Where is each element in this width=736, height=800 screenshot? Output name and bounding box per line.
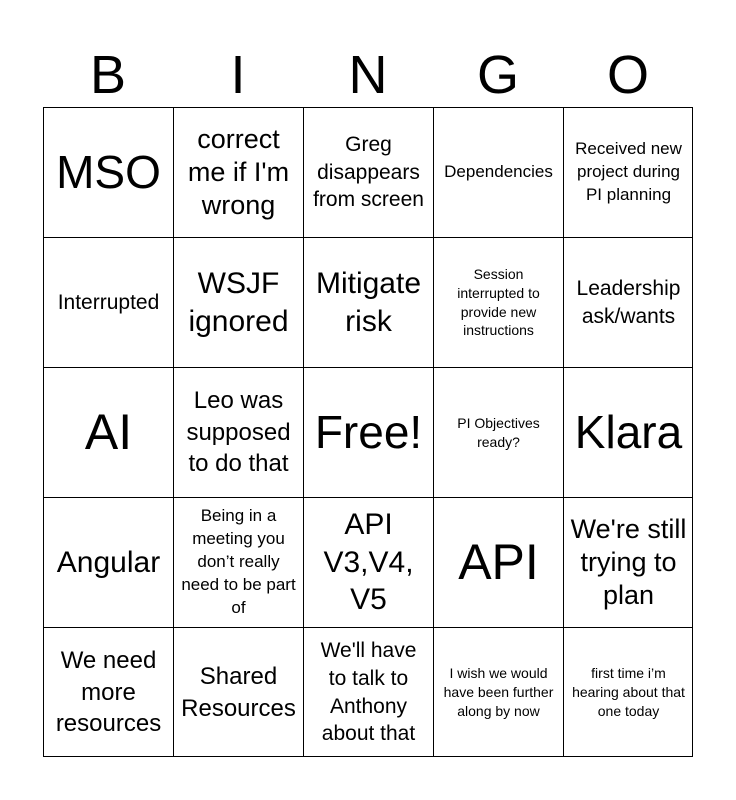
bingo-cell[interactable] <box>303 627 433 757</box>
free-space-cell[interactable] <box>303 367 433 497</box>
cell-text: MSO <box>56 146 161 199</box>
bingo-cell[interactable] <box>43 107 173 237</box>
cell-text: Interrupted <box>57 290 160 314</box>
bingo-cell[interactable] <box>563 497 693 627</box>
bingo-cell[interactable] <box>433 367 563 497</box>
header-letter-g: G <box>476 45 519 105</box>
cell-text: API <box>458 534 539 590</box>
bingo-cell[interactable] <box>563 627 693 757</box>
cell-text: Klara <box>574 406 683 459</box>
bingo-cell[interactable] <box>563 237 693 367</box>
bingo-cell[interactable] <box>173 627 303 757</box>
bingo-cell[interactable] <box>43 367 173 497</box>
cell-text: Leadership ask/wants <box>576 276 681 328</box>
bingo-header <box>43 44 693 106</box>
bingo-cell[interactable] <box>563 367 693 497</box>
bingo-cell[interactable] <box>173 107 303 237</box>
bingo-cell[interactable] <box>433 237 563 367</box>
bingo-cell[interactable] <box>433 107 563 237</box>
cell-text: We're still trying to plan <box>570 513 687 611</box>
header-letter-i: I <box>230 45 246 105</box>
cell-text: Angular <box>56 545 161 579</box>
cell-text: API V3,V4, V5 <box>323 508 414 617</box>
cell-text: Greg disappears from screen <box>313 132 424 212</box>
cell-text: Session interrupted to provide new instructions <box>457 265 540 339</box>
header-letter-o: O <box>606 45 649 105</box>
cell-text: I wish we would have been further along by now <box>443 665 554 719</box>
cell-text: Dependencies <box>444 162 553 182</box>
cell-text: Shared Resources <box>181 662 296 722</box>
bingo-cell[interactable] <box>173 497 303 627</box>
bingo-cell[interactable] <box>433 497 563 627</box>
bingo-cell[interactable] <box>43 237 173 367</box>
bingo-card-grid <box>43 107 693 757</box>
cell-text: first time i’m hearing about that one today <box>572 665 685 719</box>
bingo-cell[interactable] <box>173 237 303 367</box>
cell-text: correct me if I'm wrong <box>187 123 290 221</box>
bingo-cell[interactable] <box>43 497 173 627</box>
cell-text: PI Objectives ready? <box>457 414 540 450</box>
cell-text: We need more resources <box>55 646 162 738</box>
bingo-cell[interactable] <box>433 627 563 757</box>
cell-text: Received new project during PI planning <box>575 139 682 204</box>
cell-text: Being in a meeting you don’t really need to be part of <box>181 506 296 617</box>
bingo-cell[interactable] <box>303 107 433 237</box>
bingo-cell[interactable] <box>563 107 693 237</box>
cell-text: Free! <box>314 406 423 459</box>
bingo-cell[interactable] <box>173 367 303 497</box>
bingo-cell[interactable] <box>303 497 433 627</box>
header-letter-b: B <box>89 45 127 105</box>
cell-text: We'll have to talk to Anthony about that <box>320 639 417 746</box>
header-letter-n: N <box>348 45 388 105</box>
cell-text: AI <box>84 404 133 460</box>
cell-text: WSJF ignored <box>188 267 289 338</box>
bingo-cell[interactable] <box>303 237 433 367</box>
cell-text: Leo was supposed to do that <box>186 386 291 478</box>
bingo-cell[interactable] <box>43 627 173 757</box>
cell-text: Mitigate risk <box>315 267 422 338</box>
